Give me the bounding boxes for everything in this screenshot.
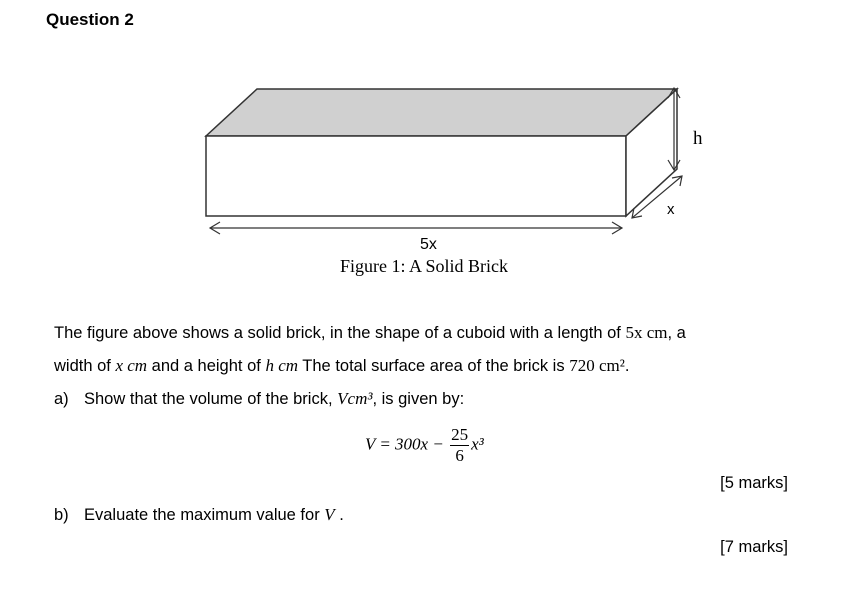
paragraph-line-1: The figure above shows a solid brick, in the shape of a cuboid with a length of 5x cm, a [54,323,686,342]
brick-front-face [206,136,626,216]
brick-top-face [206,89,677,136]
height-expression: h cm [265,356,299,375]
length-label: 5x [420,236,437,253]
area-expression: 720 cm² [569,356,625,375]
paragraph-line-2: width of x cm and a height of h cm The total surface area of the brick is 720 cm². [54,356,630,375]
length-arrow [210,222,622,234]
figure-caption: Figure 1: A Solid Brick [340,256,509,276]
solid-brick-figure [190,80,730,260]
marks-part-b: [7 marks] [720,538,788,556]
part-b: b) Evaluate the maximum value for V . [54,505,344,524]
volume-variable: Vcm³ [337,389,373,408]
part-b-label: b) [54,506,69,524]
height-label: h [693,128,703,149]
volume-formula: V = 300x − $\frac{25}{6}$ x³ [365,425,484,465]
marks-part-a: [5 marks] [720,474,788,492]
question-title: Question 2 [46,10,134,29]
formula-fraction: $\frac{25}{6}$ [451,425,469,465]
width-label: x [667,201,675,218]
part-a-label: a) [54,390,69,408]
width-expression: x cm [115,356,148,375]
length-expression: 5x cm [625,323,668,342]
volume-variable-b: V [324,505,335,524]
part-a: a) Show that the volume of the brick, Vcm³, is given by: [54,389,465,408]
